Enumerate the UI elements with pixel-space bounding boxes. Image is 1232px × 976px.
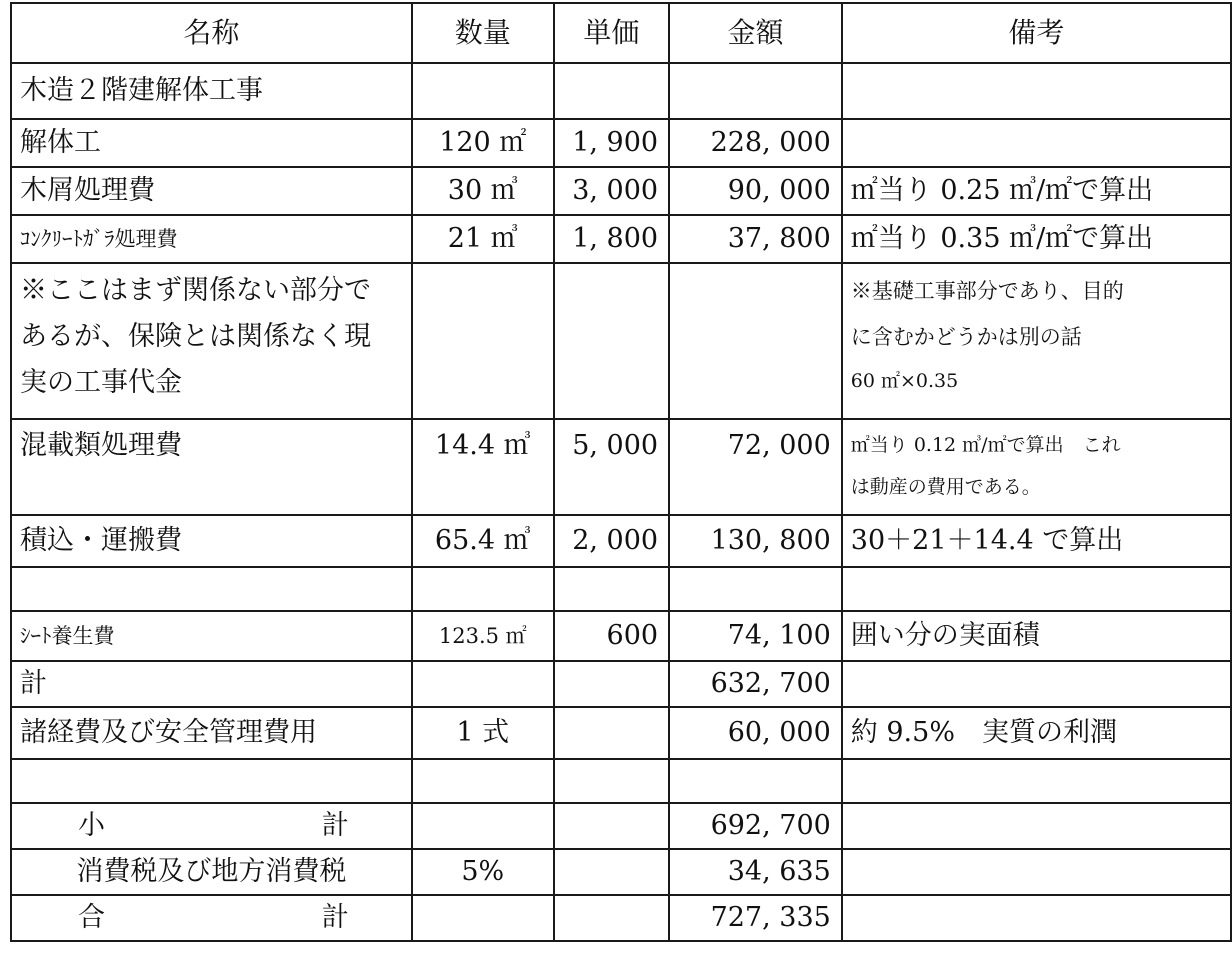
cell-unit-price: 1, 800: [554, 215, 669, 263]
header-name: 名称: [11, 3, 412, 63]
cell-quantity: 21 ㎥: [412, 215, 554, 263]
table-row: [11, 419, 1231, 515]
cell-unit-price: [554, 263, 669, 419]
cell-amount: 727, 335: [669, 895, 842, 941]
cell-amount: 72, 000: [669, 419, 842, 515]
cell-remarks: [842, 119, 1231, 167]
table-row-tax: [11, 849, 1231, 895]
cell-remarks: [842, 661, 1231, 707]
cell-quantity: 30 ㎥: [412, 167, 554, 215]
header-remarks: 備考: [842, 3, 1231, 63]
cell-name: [11, 803, 412, 849]
table-row: [11, 263, 1231, 419]
subtotal-label-right: 計: [321, 810, 349, 841]
cell-quantity: [412, 661, 554, 707]
cell-amount: 228, 000: [669, 119, 842, 167]
cell-quantity: 65.4 ㎥: [412, 515, 554, 567]
cell-name: ｺﾝｸﾘｰﾄｶﾞﾗ処理費: [11, 215, 412, 263]
note-line: ※基礎工事部分であり、目的: [850, 279, 1124, 303]
cell-name: 消費税及び地方消費税: [11, 849, 412, 895]
cell-name-note: [11, 263, 412, 419]
cell-name: 積込・運搬費: [11, 515, 412, 567]
cell-name: ｼｰﾄ養生費: [11, 611, 412, 661]
grand-total-label-left: 合: [78, 902, 105, 933]
header-row: [11, 3, 1231, 63]
table-row: [11, 63, 1231, 119]
note-line: ※ここはまず関係ない部分で: [20, 275, 371, 306]
cell-name: 木屑処理費: [11, 167, 412, 215]
note-line: あるが、保険とは関係なく現: [20, 321, 371, 352]
header-quantity: 数量: [412, 3, 554, 63]
cell-amount: [669, 263, 842, 419]
cell-remarks: ㎡当り 0.25 ㎥/㎡で算出: [842, 167, 1231, 215]
cell-remarks: 30＋21＋14.4 で算出: [842, 515, 1231, 567]
table-row: [11, 167, 1231, 215]
cell-name: 諸経費及び安全管理費用: [11, 707, 412, 759]
cell-quantity: 120 ㎡: [412, 119, 554, 167]
cell-unit-price: 3, 000: [554, 167, 669, 215]
note-line: は動産の費用である。: [850, 476, 1041, 498]
cell-unit-price: 1, 900: [554, 119, 669, 167]
header-unit-price: 単価: [554, 3, 669, 63]
cell-amount: 37, 800: [669, 215, 842, 263]
cell-remarks-note: [842, 263, 1231, 419]
table-row: [11, 515, 1231, 567]
note-line: に含むかどうかは別の話: [850, 325, 1082, 349]
table-row-total: [11, 661, 1231, 707]
cell-unit-price: [554, 661, 669, 707]
cell-amount: 74, 100: [669, 611, 842, 661]
cell-unit-price: [554, 63, 669, 119]
cell-quantity: 5%: [412, 849, 554, 895]
table-row: [11, 119, 1231, 167]
cell-quantity: 1 式: [412, 707, 554, 759]
cell-unit-price: [554, 707, 669, 759]
cell-name: 木造２階建解体工事: [11, 63, 412, 119]
cell-remarks: 約 9.5% 実質の利潤: [842, 707, 1231, 759]
cell-amount: 130, 800: [669, 515, 842, 567]
cell-name: [11, 895, 412, 941]
cell-name: 解体工: [11, 119, 412, 167]
cell-unit-price: 5, 000: [554, 419, 669, 515]
estimate-table: [10, 2, 1232, 942]
note-line: 60 ㎡×0.35: [850, 370, 959, 392]
cell-amount: 692, 700: [669, 803, 842, 849]
cell-quantity: 123.5 ㎡: [412, 611, 554, 661]
table-row: [11, 215, 1231, 263]
cell-remarks: [842, 63, 1231, 119]
note-line: ㎡当り 0.12 ㎥/㎡で算出 これ: [850, 434, 1121, 456]
table-row-grand-total: [11, 895, 1231, 941]
cell-quantity: 14.4 ㎥: [412, 419, 554, 515]
cell-amount: 632, 700: [669, 661, 842, 707]
grand-total-label-right: 計: [321, 902, 349, 933]
cell-quantity: [412, 263, 554, 419]
note-line: 実の工事代金: [20, 367, 182, 398]
table-row: [11, 611, 1231, 661]
table-row-empty: [11, 759, 1231, 803]
table-row: [11, 707, 1231, 759]
cell-name: 計: [11, 661, 412, 707]
subtotal-label-left: 小: [78, 810, 105, 841]
cell-amount: 60, 000: [669, 707, 842, 759]
cell-unit-price: 2, 000: [554, 515, 669, 567]
cell-amount: 34, 635: [669, 849, 842, 895]
table-row-empty: [11, 567, 1231, 611]
cell-unit-price: 600: [554, 611, 669, 661]
cell-amount: 90, 000: [669, 167, 842, 215]
cell-remarks: ㎡当り 0.35 ㎥/㎡で算出: [842, 215, 1231, 263]
cell-quantity: [412, 63, 554, 119]
cell-remarks: 囲い分の実面積: [842, 611, 1231, 661]
cell-remarks: [842, 419, 1231, 515]
cell-name: 混載類処理費: [11, 419, 412, 515]
cell-amount: [669, 63, 842, 119]
table-row-subtotal: [11, 803, 1231, 849]
header-amount: 金額: [669, 3, 842, 63]
